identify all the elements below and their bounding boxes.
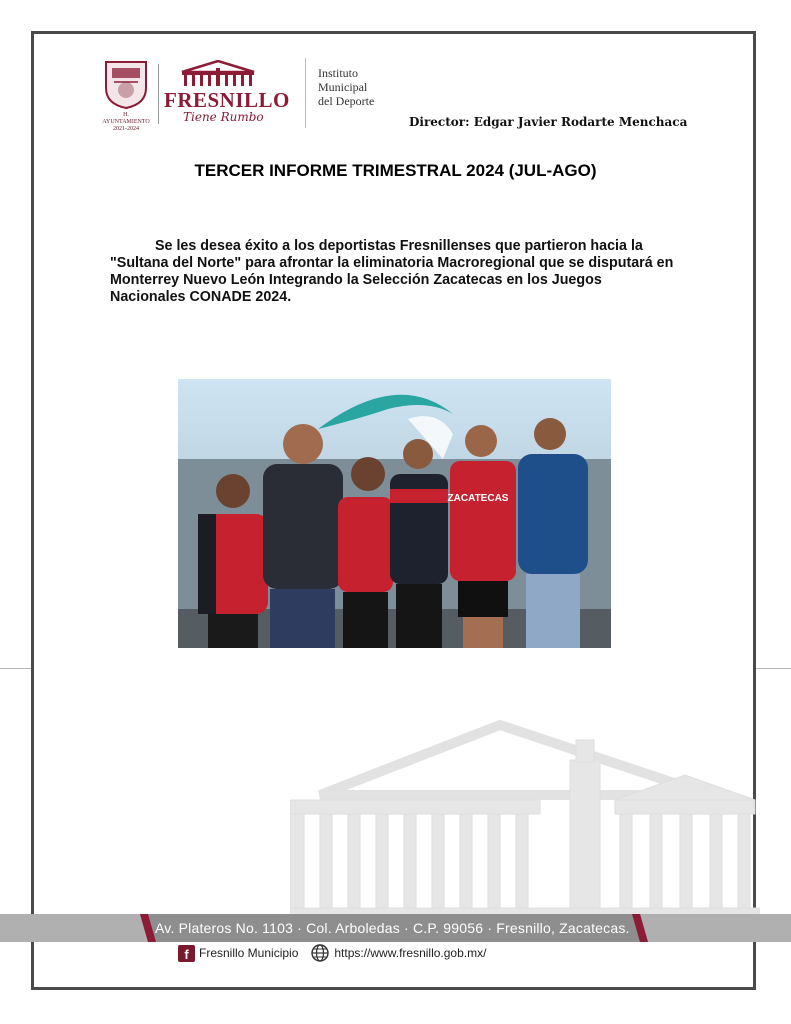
logo-divider-2 (305, 58, 306, 128)
institute-line2: Municipal (318, 80, 368, 94)
footer-address: Av. Plateros No. 1103 · Col. Arboledas · C.P. 99056 · Fresnillo, Zacatecas. (155, 920, 630, 936)
athletes-group-photo (178, 379, 611, 648)
institute-name (318, 66, 374, 108)
monument-watermark (290, 720, 760, 920)
brand-slogan: Tiene Rumbo (183, 110, 264, 124)
director-name: Director: Edgar Javier Rodarte Menchaca (409, 115, 688, 129)
institute-line3: del Deporte (318, 94, 375, 108)
fresnillo-monument-logo-icon (178, 60, 258, 88)
seal-caption-line1: H. AYUNTAMIENTO (102, 112, 150, 125)
website-link[interactable]: https://www.fresnillo.gob.mx/ (334, 946, 487, 960)
jersey-text: ZACATECAS (447, 493, 509, 504)
municipal-seal-icon (100, 58, 152, 110)
footer-social (178, 943, 486, 963)
facebook-link[interactable]: Fresnillo Municipio (199, 946, 299, 960)
seal-caption-line2: 2021-2024 (113, 126, 139, 132)
globe-icon (310, 943, 330, 963)
seal-caption (100, 112, 152, 133)
brand-name: FRESNILLO (164, 88, 290, 112)
institute-line1: Instituto (318, 66, 359, 80)
logo-divider (158, 64, 159, 124)
header-logos (100, 58, 390, 130)
report-body-paragraph: Se les desea éxito a los deportistas Fresnillenses que partieron hacia la "Sultana del Norte" para afrontar la eliminatoria Macroregional que se disputará en Monterrey Nuevo León Integrando la Selección Zacatecas en los Juegos Nacionales CONADE 2024. (110, 238, 674, 305)
facebook-icon: f (178, 945, 195, 962)
report-title: TERCER INFORME TRIMESTRAL 2024 (JUL-AGO) (194, 161, 597, 180)
